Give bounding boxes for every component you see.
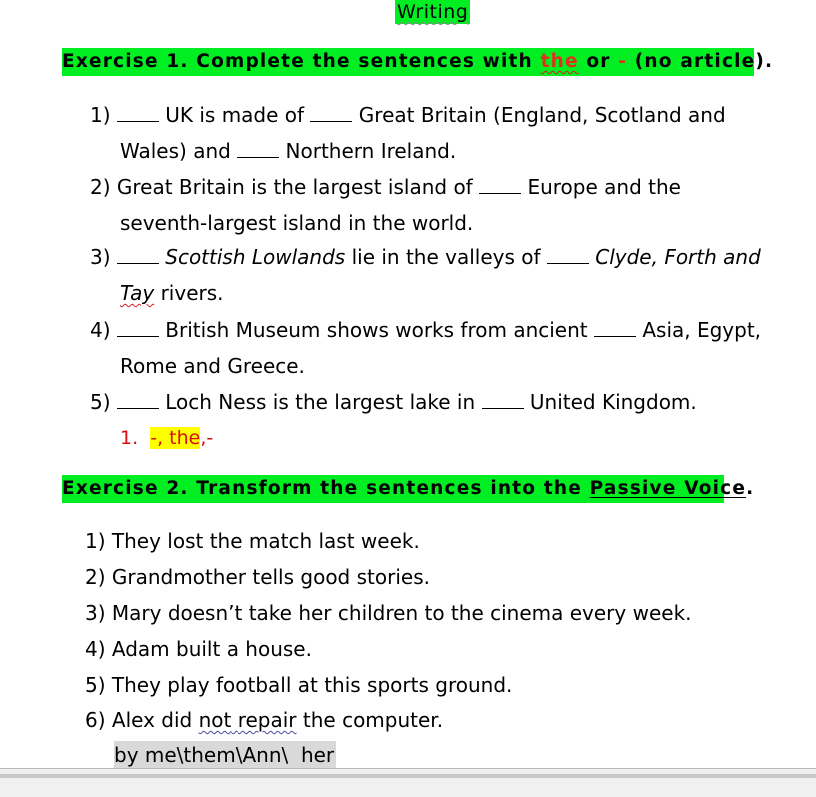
heading-tail: (no article).	[627, 51, 774, 72]
ex1-sentence-1-line-1	[90, 102, 726, 128]
heading-or: or	[578, 51, 619, 72]
grammar-flag-word: repair	[237, 708, 297, 732]
ex1-sentence-1-line-2	[120, 138, 456, 164]
sentence-text: Northern Ireland.	[279, 139, 457, 163]
ex1-sentence-2-line-2: seventh-largest island in the world.	[120, 211, 474, 235]
exercise-1-heading	[62, 48, 774, 76]
ex2-sentence-4: 4) Adam built a house.	[85, 637, 312, 661]
blank	[237, 139, 279, 158]
sentence-text: United Kingdom.	[523, 390, 697, 414]
sentence-text: Europe and the	[521, 175, 681, 199]
hint-pronouns: by me\them\Ann\ her	[114, 743, 335, 767]
sentence-text: rivers.	[154, 281, 224, 305]
grammar-flag-word: not	[198, 708, 232, 732]
ex1-sentence-4-line-1	[90, 317, 761, 343]
blank	[117, 318, 159, 337]
ex1-sentence-3-line-2	[120, 280, 224, 306]
scrollbar-thumb[interactable]	[0, 774, 816, 778]
heading-text: Exercise 1. Complete the sentences with	[62, 51, 541, 72]
sentence-text: lie in the valleys of	[345, 245, 547, 269]
heading-dash: -	[618, 51, 628, 72]
sentence-text: British Museum shows works from ancient	[158, 318, 594, 342]
item-number: 4)	[90, 318, 111, 342]
answer-tail: ,-	[200, 427, 214, 449]
blank	[479, 175, 521, 194]
sentence-text: Great Britain (England, Scotland and	[352, 103, 726, 127]
item-number: 5)	[90, 390, 111, 414]
blank	[117, 390, 159, 409]
heading-text: Exercise 2. Transform the sentences into the	[62, 478, 590, 499]
ex2-sentence-6	[85, 707, 443, 733]
document-title: Writing	[397, 1, 469, 23]
sentence-text: UK is made of	[158, 103, 311, 127]
ex1-sentence-4-line-2: Rome and Greece.	[120, 354, 305, 378]
sentence-text: Asia, Egypt,	[635, 318, 762, 342]
answer-highlighted: -, the	[150, 427, 201, 449]
ex2-sentence-5: 5) They play football at this sports ground.	[85, 673, 513, 697]
heading-the-word: the	[540, 51, 579, 72]
sentence-italic: Clyde, Forth and	[588, 245, 761, 269]
blank	[547, 245, 589, 264]
ex2-sentence-2: 2) Grandmother tells good stories.	[85, 565, 430, 589]
blank	[310, 103, 352, 122]
blank	[117, 103, 159, 122]
item-number: 1)	[90, 103, 111, 127]
heading-tail: .	[746, 478, 755, 499]
sentence-text: Loch Ness is the largest lake in	[158, 390, 482, 414]
ex2-sentence-1: 1) They lost the match last week.	[85, 529, 420, 553]
ex1-sentence-2-line-1	[90, 174, 681, 200]
heading-passive-voice: Passive Voice	[589, 478, 747, 499]
spellcheck-word: Tay	[120, 281, 155, 305]
sentence-text: Wales) and	[120, 139, 238, 163]
ex2-sentence-3: 3) Mary doesn’t take her children to the cinema every week.	[85, 601, 692, 625]
ex1-sentence-5	[90, 389, 697, 415]
sentence-text: 2) Great Britain is the largest island of	[90, 175, 480, 199]
sentence-text: the computer.	[296, 708, 444, 732]
blank	[594, 318, 636, 337]
sentence-italic: Scottish Lowlands	[158, 245, 346, 269]
blank	[482, 390, 524, 409]
sentence-text: 6) Alex did	[85, 708, 199, 732]
item-number: 3)	[90, 245, 111, 269]
exercise-2-heading	[62, 475, 755, 503]
horizontal-scrollbar[interactable]	[0, 768, 816, 797]
blank	[117, 245, 159, 264]
answer-number: 1.	[120, 427, 139, 449]
ex1-sentence-3-line-1	[90, 244, 761, 270]
answer-line	[120, 424, 213, 452]
